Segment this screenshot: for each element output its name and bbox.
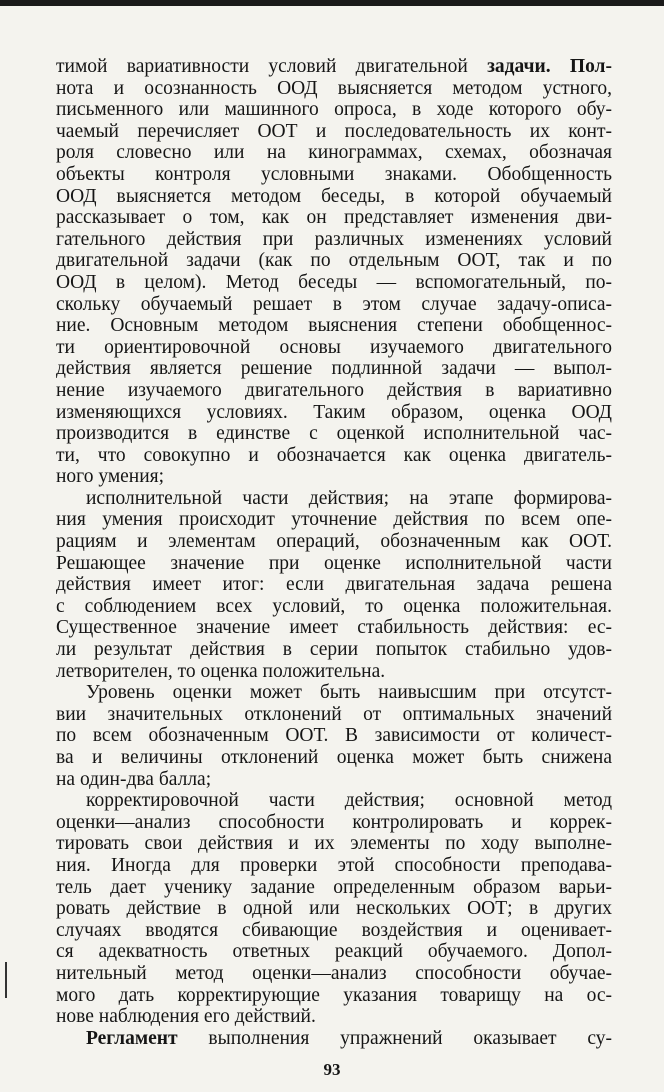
text-line: производится в единстве с оценкой исполнительной час- xyxy=(56,423,612,445)
text-line: исполнительной части действия; на этапе формирова- xyxy=(86,487,612,509)
text-line: ние. Основным методом выяснения степени обобщеннос- xyxy=(56,315,612,337)
text-line: оценки—анализ способности контролировать и коррек- xyxy=(56,811,612,833)
text-line: Уровень оценки может быть наивысшим при отсутст- xyxy=(86,682,612,704)
margin-mark xyxy=(5,962,7,998)
text-line: изменяющихся условиях. Таким образом, оценка ООД xyxy=(56,401,612,423)
text-line: рациям и элементам операций, обозначенным как ООТ. xyxy=(56,531,612,553)
bold-term: Регламент xyxy=(86,1027,178,1049)
text-line: летворителен, то оценка положительна. xyxy=(56,660,386,682)
book-page-text xyxy=(56,56,612,1049)
page-number: 93 xyxy=(323,1060,341,1079)
text-line: гательного действия при различных изменениях условий xyxy=(56,228,612,250)
text-line: двигательной задачи (как по отдельным ООТ, так и по xyxy=(56,250,612,272)
text-line: нение изучаемого двигательного действия в вариативно xyxy=(56,379,612,401)
text-line: ния умения происходит уточнение действия по всем опе- xyxy=(56,509,612,531)
text-line: случаях вводятся сбивающие воздействия и оценивает- xyxy=(56,919,612,941)
text-line: с соблюдением всех условий, то оценка положительная. xyxy=(56,595,612,617)
top-edge-rule xyxy=(0,0,664,6)
text-line: ся адекватность ответных реакций обучаемого. Допол- xyxy=(56,941,612,963)
text-line: Регламент выполнения упражнений оказывает су- xyxy=(86,1027,612,1049)
text-line: ного умения; xyxy=(56,466,165,488)
text-line: роля словесно или на кинограммах, схемах, обозначая xyxy=(56,142,612,164)
text-line: ния. Иногда для проверки этой способности преподава- xyxy=(56,854,612,876)
text-line: корректировочной части действия; основной метод xyxy=(86,790,612,812)
text-line: нота и осознанность ООД выясняется методом устного, xyxy=(56,77,612,99)
text-line: письменного или машинного опроса, в ходе которого обу- xyxy=(56,99,612,121)
text-line: действия имеет итог: если двигательная задача решена xyxy=(56,574,612,596)
text-line: ООД в целом). Метод беседы — вспомогательный, по- xyxy=(56,271,612,293)
text-line: по всем обозначенным ООТ. В зависимости от количест- xyxy=(56,725,612,747)
text-line: нове наблюдения его действий. xyxy=(56,1006,316,1028)
text-line: ли результат действия в серии попыток стабильно удов- xyxy=(56,639,612,661)
text-line: вии значительных отклонений от оптимальных значений xyxy=(56,703,612,725)
text-line: мого дать корректирующие указания товарищу на ос- xyxy=(56,984,612,1006)
text-line: скольку обучаемый решает в этом случае задачу-описа- xyxy=(56,293,612,315)
text-line: объекты контроля условными знаками. Обобщенность xyxy=(56,163,612,185)
text-line: рассказывает о том, как он представляет изменения дви- xyxy=(56,207,612,229)
text-line: ва и величины отклонений оценка может быть снижена xyxy=(56,747,612,768)
text-line: нительный метод оценки—анализ способности обучае- xyxy=(56,962,612,984)
bold-term: задачи. Пол- xyxy=(487,56,612,77)
text-line: тель дает ученику задание определенным образом варьи- xyxy=(56,876,612,898)
text-line: ООД выясняется методом беседы, в которой обучаемый xyxy=(56,185,612,207)
text-line: на один-два балла; xyxy=(56,768,212,790)
text-line: Существенное значение имеет стабильность действия: ес- xyxy=(56,617,612,639)
text-line: тировать свои действия и их элементы по ходу выполне- xyxy=(56,833,612,855)
text-line: действия является решение подлинной задачи — выпол- xyxy=(56,358,612,380)
text-line: ти ориентировочной основы изучаемого двигательного xyxy=(56,336,612,358)
text-line: ти, что совокупно и обозначается как оценка двигатель- xyxy=(56,444,612,466)
text-line: тимой вариативности условий двигательной задачи. Пол- xyxy=(56,56,612,77)
text-line: Решающее значение при оценке исполнительной части xyxy=(56,552,612,574)
text-line: чаемый перечисляет ООТ и последовательность их конт- xyxy=(56,120,612,142)
text-line: ровать действие в одной или нескольких ООТ; в других xyxy=(56,898,612,920)
